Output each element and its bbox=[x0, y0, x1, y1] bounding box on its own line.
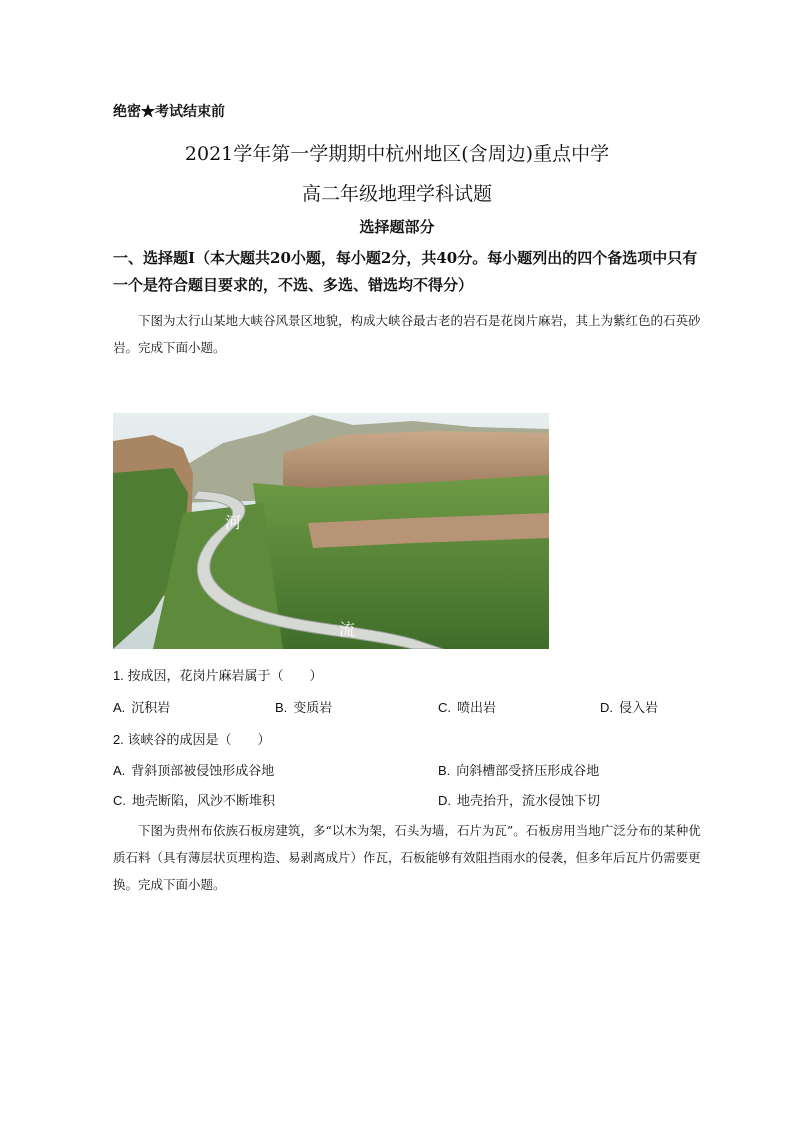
option-key: D. bbox=[600, 700, 613, 715]
option-text: 地壳断陷，风沙不断堆积 bbox=[132, 793, 276, 808]
q1-option-b[interactable] bbox=[275, 697, 332, 716]
option-text: 沉积岩 bbox=[131, 700, 171, 715]
q2-option-b[interactable] bbox=[438, 760, 599, 779]
photo-label-flow: 流 bbox=[339, 620, 356, 639]
option-key: B. bbox=[438, 763, 451, 778]
passage-2: 下图为贵州布依族石板房建筑，多“以木为架，石头为墙，石片为瓦”。石板房用当地广泛分布的某种优质石料（具有薄层状页理构造、易剥离成片）作瓦，石板能够有效阻挡雨水的侵袭，但多年后瓦片仍需要更换。完成下面小题。 bbox=[113, 823, 701, 892]
option-text: 喷出岩 bbox=[457, 700, 497, 715]
option-text: 侵入岩 bbox=[619, 700, 659, 715]
part-label: 选择题部分 bbox=[359, 218, 435, 236]
option-key: A. bbox=[113, 763, 126, 778]
option-text: 地壳抬升，流水侵蚀下切 bbox=[457, 793, 601, 808]
exam-title: 2021学年第一学期期中杭州地区(含周边)重点中学 bbox=[184, 143, 610, 165]
option-key: D. bbox=[438, 793, 451, 808]
question-1-stem: 1. 按成因，花岗片麻岩属于（ ） bbox=[113, 668, 323, 683]
q1-option-d[interactable] bbox=[600, 697, 658, 716]
option-key: C. bbox=[438, 700, 451, 715]
exam-subtitle: 高二年级地理学科试题 bbox=[301, 183, 492, 205]
q2-option-a[interactable] bbox=[113, 760, 274, 779]
option-key: B. bbox=[275, 700, 288, 715]
option-text: 向斜槽部受挤压形成谷地 bbox=[456, 763, 600, 778]
option-text: 变质岩 bbox=[293, 700, 333, 715]
section-heading: 一、选择题Ⅰ（本大题共20小题，每小题2分，共40分。每小题列出的四个备选项中只有一个是符合题目要求的，不选、多选、错选均不得分） bbox=[113, 249, 698, 294]
secret-label: 绝密★考试结束前 bbox=[113, 104, 225, 120]
photo-label-river: 河 bbox=[225, 513, 242, 532]
option-text: 背斜顶部被侵蚀形成谷地 bbox=[131, 763, 275, 778]
q1-option-c[interactable] bbox=[438, 697, 496, 716]
option-key: C. bbox=[113, 793, 126, 808]
q2-option-c[interactable] bbox=[113, 790, 275, 809]
q2-option-d[interactable] bbox=[438, 790, 600, 809]
canyon-photo bbox=[113, 413, 549, 649]
q1-option-a[interactable] bbox=[113, 697, 170, 716]
passage-1: 下图为太行山某地大峡谷风景区地貌，构成大峡谷最古老的岩石是花岗片麻岩，其上为紫红色的石英砂岩。完成下面小题。 bbox=[113, 313, 701, 355]
question-2-stem: 2. 该峡谷的成因是（ ） bbox=[113, 732, 271, 747]
option-key: A. bbox=[113, 700, 126, 715]
